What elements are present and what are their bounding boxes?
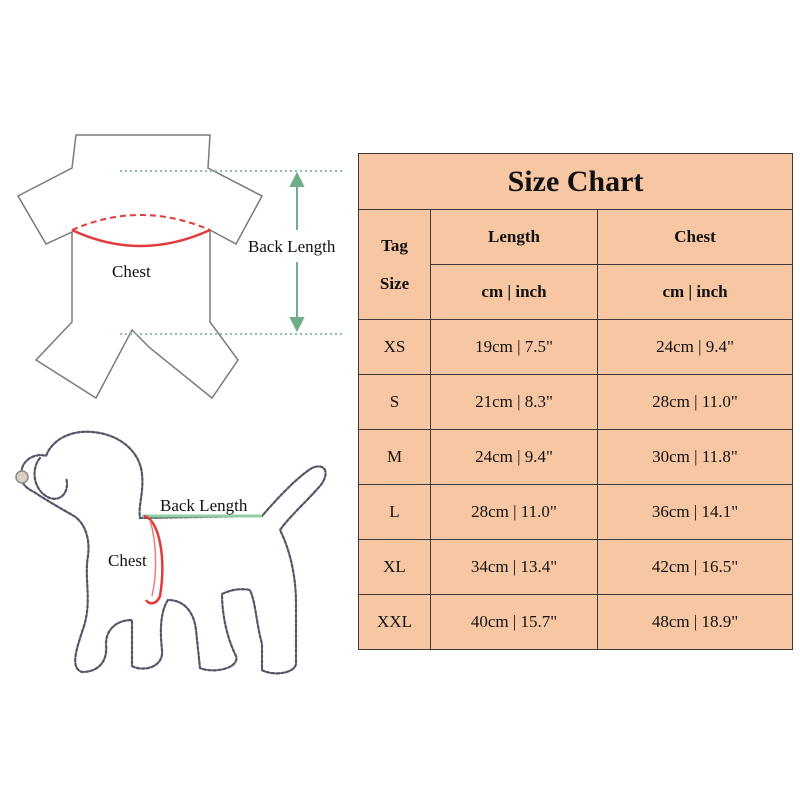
tag-header-line1: Tag (381, 235, 408, 255)
shirt-chest-label: Chest (112, 262, 151, 281)
chest-cell: 30cm | 11.8" (598, 430, 793, 485)
table-row (359, 320, 793, 375)
size-cell: XXL (359, 595, 431, 650)
dog-chest-measure-inner (150, 520, 156, 596)
chest-cell: 48cm | 18.9" (598, 595, 793, 650)
chest-unit: cm | inch (598, 265, 793, 320)
dog-back-length-label: Back Length (160, 496, 248, 515)
size-chart-title: Size Chart (359, 154, 793, 210)
table-row (359, 540, 793, 595)
length-cell: 24cm | 9.4" (431, 430, 598, 485)
size-cell: XS (359, 320, 431, 375)
dog-diagram (21, 432, 325, 674)
length-cell: 28cm | 11.0" (431, 485, 598, 540)
length-unit: cm | inch (431, 265, 598, 320)
size-cell: XL (359, 540, 431, 595)
size-cell: M (359, 430, 431, 485)
table-row (359, 485, 793, 540)
tag-size-header (359, 210, 431, 320)
chest-cell: 24cm | 9.4" (598, 320, 793, 375)
table-row (359, 430, 793, 485)
table-row (359, 375, 793, 430)
dog-nose (16, 471, 28, 483)
shirt-back-length-label: Back Length (248, 237, 336, 256)
dog-chest-label: Chest (108, 551, 147, 570)
chest-cell: 36cm | 14.1" (598, 485, 793, 540)
size-chart-table (358, 153, 793, 650)
chest-cell: 42cm | 16.5" (598, 540, 793, 595)
length-cell: 21cm | 8.3" (431, 375, 598, 430)
dog-outline (21, 432, 325, 674)
size-cell: L (359, 485, 431, 540)
title-row (359, 154, 793, 210)
chest-header: Chest (598, 210, 793, 265)
length-cell: 34cm | 13.4" (431, 540, 598, 595)
size-cell: S (359, 375, 431, 430)
length-cell: 19cm | 7.5" (431, 320, 598, 375)
illustration-svg (0, 0, 360, 800)
length-header: Length (431, 210, 598, 265)
tag-header-line2: Size (379, 273, 410, 293)
table-row (359, 595, 793, 650)
length-cell: 40cm | 15.7" (431, 595, 598, 650)
measurement-illustration (0, 0, 360, 800)
chest-cell: 28cm | 11.0" (598, 375, 793, 430)
header-row (359, 210, 793, 265)
dog-ear (35, 458, 67, 499)
